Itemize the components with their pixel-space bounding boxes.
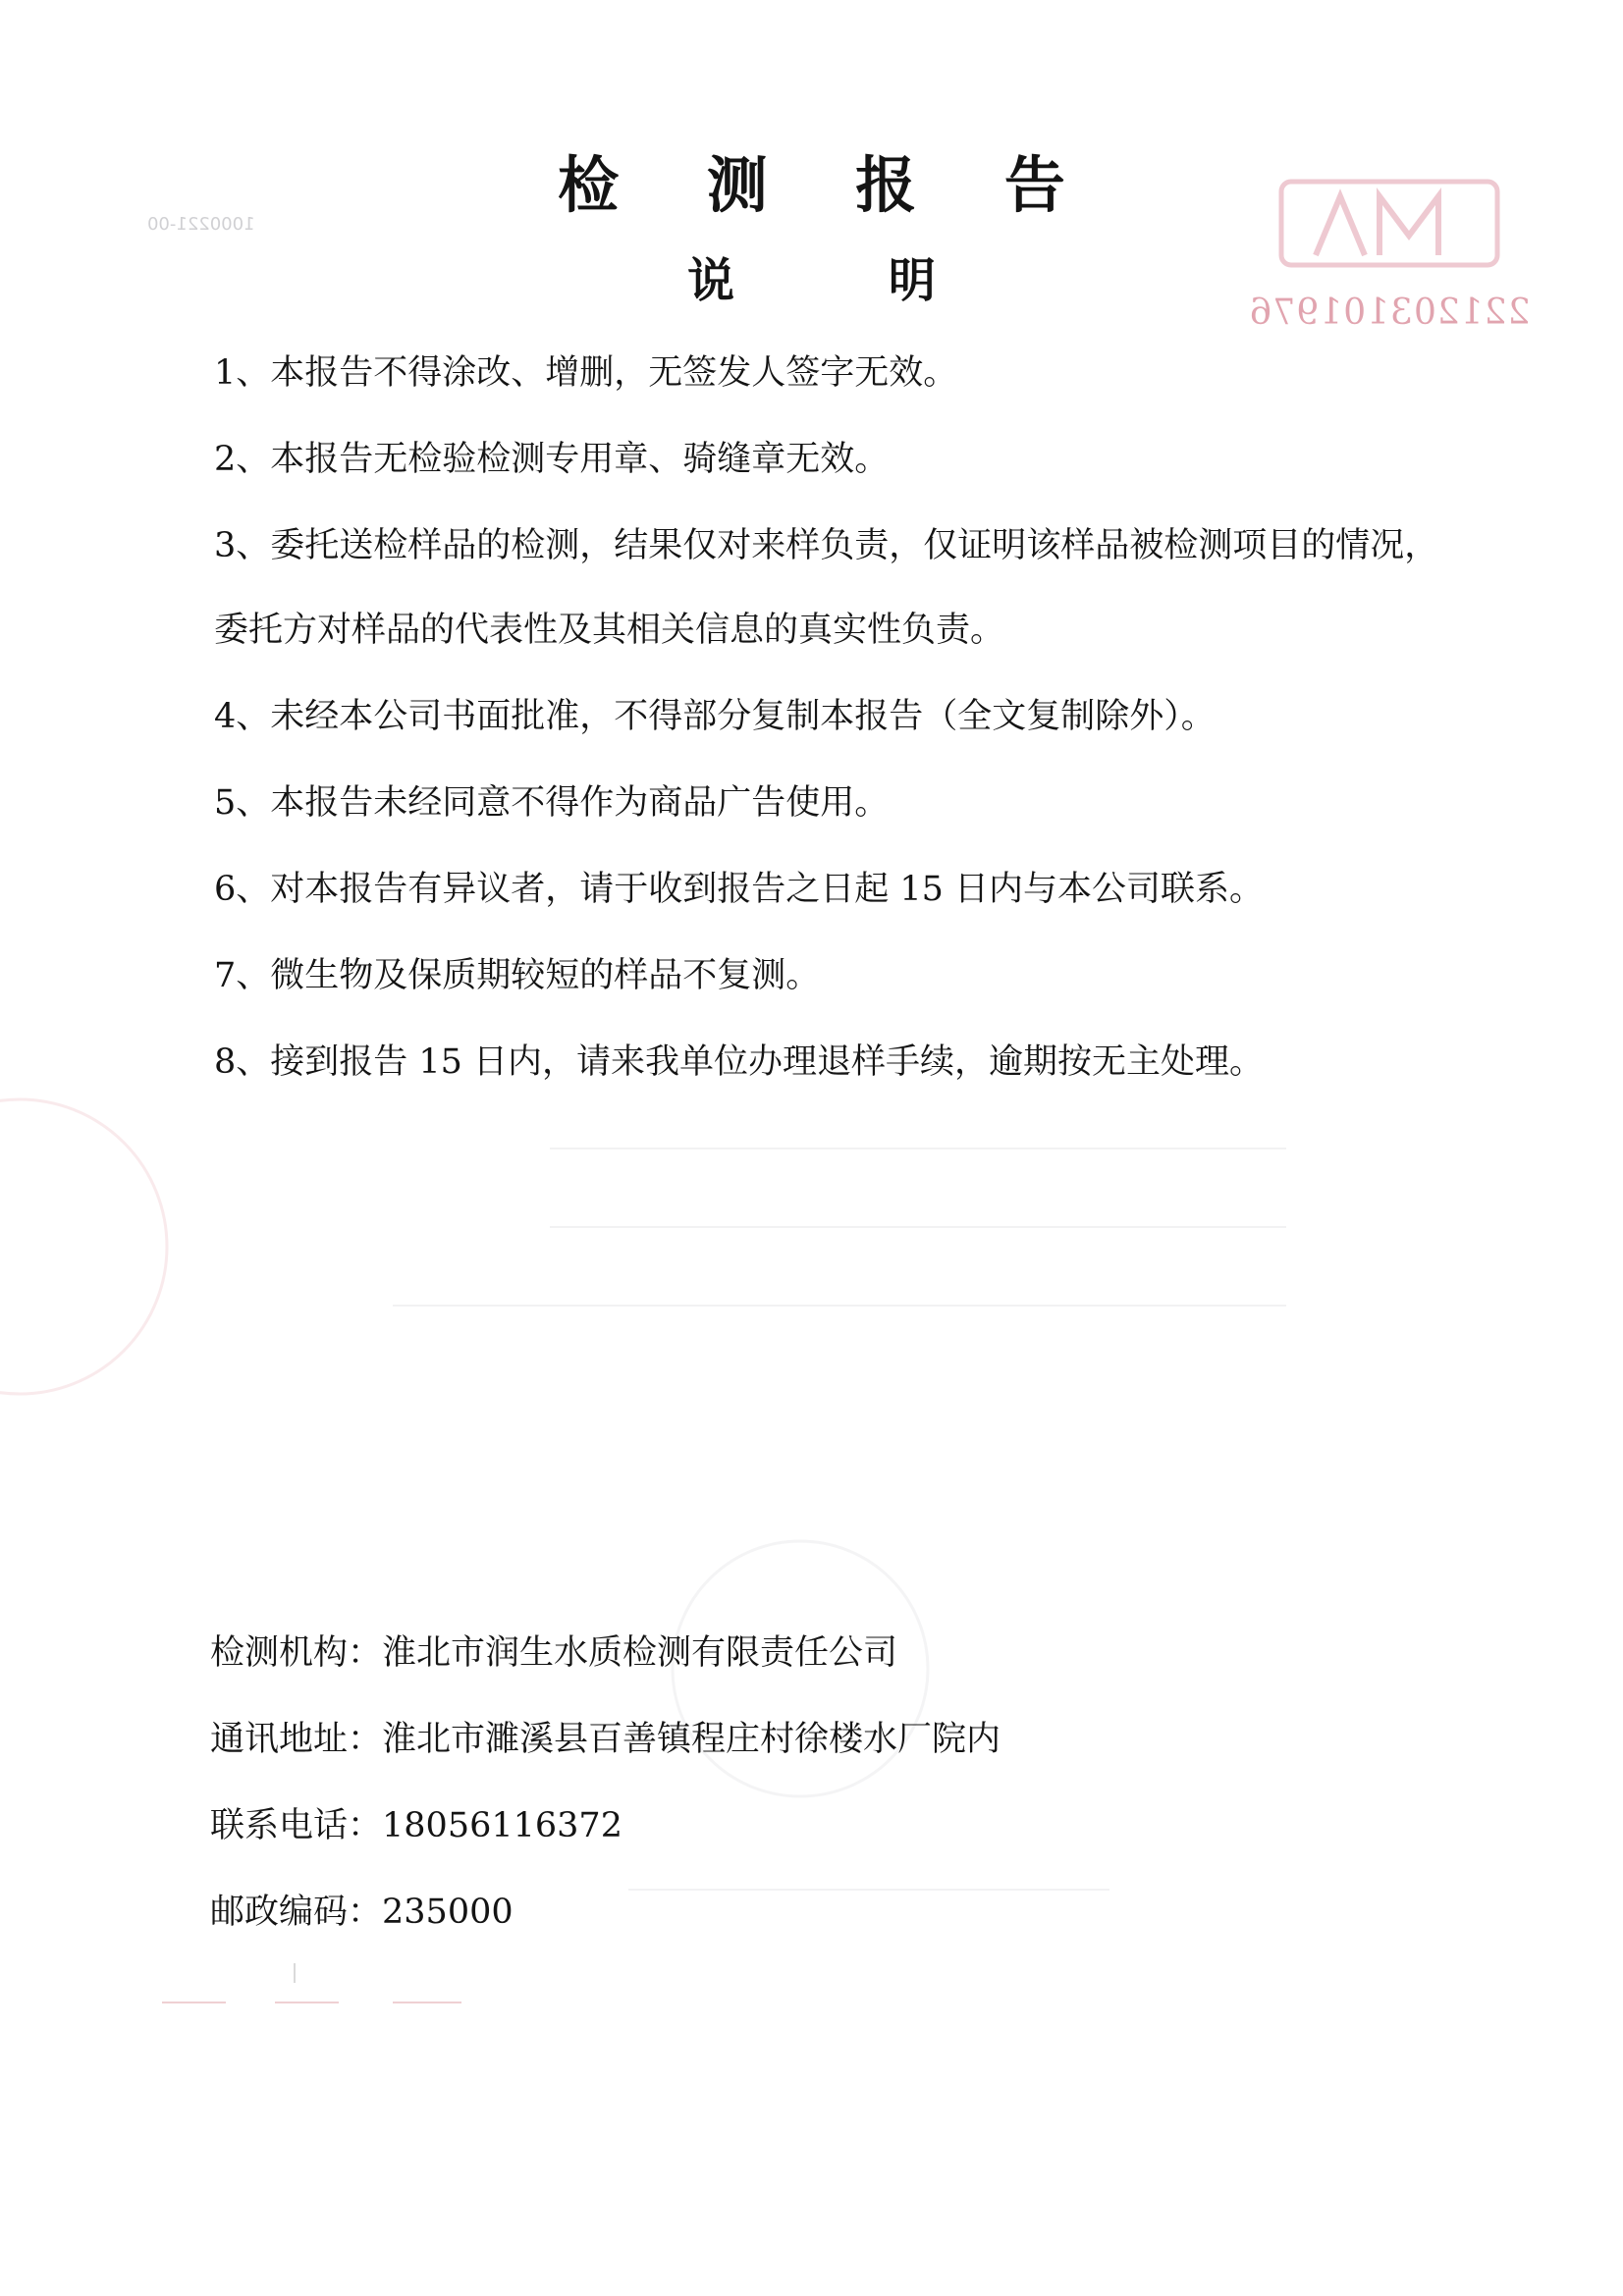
- contact-org: 检测机构：淮北市润生水质检测有限责任公司: [210, 1633, 898, 1673]
- notes-list: [214, 349, 1569, 1125]
- note-continuation: 委托方对样品的代表性及其相关信息的真实性负责。: [214, 611, 1005, 650]
- page-subtitle: 说 明: [687, 253, 1004, 308]
- note-item: 7、微生物及保质期较短的样品不复测。: [214, 956, 821, 995]
- note-item: 8、接到报告 15 日内，请来我单位办理退样手续，逾期按无主处理。: [214, 1042, 1265, 1082]
- note-item: 3、委托送检样品的检测，结果仅对来样负责，仅证明该样品被检测项目的情况， 委托方对样品的代表性及其相关信息的真实性负责。: [214, 522, 1569, 654]
- contact-postcode: 邮政编码：235000: [210, 1893, 514, 1932]
- stamp-left-mark: 1000221-00: [147, 214, 255, 235]
- contact-address: 通讯地址：淮北市濉溪县百善镇程庄村徐楼水厂院内: [210, 1720, 1001, 1759]
- stamp-number: 221203101976: [1248, 293, 1531, 333]
- note-item: 1、本报告不得涂改、增删，无签发人签字无效。: [214, 353, 958, 393]
- page-title: 检 测 报 告: [558, 149, 1099, 221]
- contact-block: [210, 1629, 1487, 1975]
- note-item: 4、未经本公司书面批准，不得部分复制本报告（全文复制除外）。: [214, 697, 1216, 736]
- note-item: 6、对本报告有异议者，请于收到报告之日起 15 日内与本公司联系。: [214, 870, 1265, 909]
- contact-phone: 联系电话：18056116372: [210, 1806, 622, 1845]
- note-item: 5、本报告未经同意不得作为商品广告使用。: [214, 783, 890, 823]
- note-item: 2、本报告无检验检测专用章、骑缝章无效。: [214, 440, 890, 479]
